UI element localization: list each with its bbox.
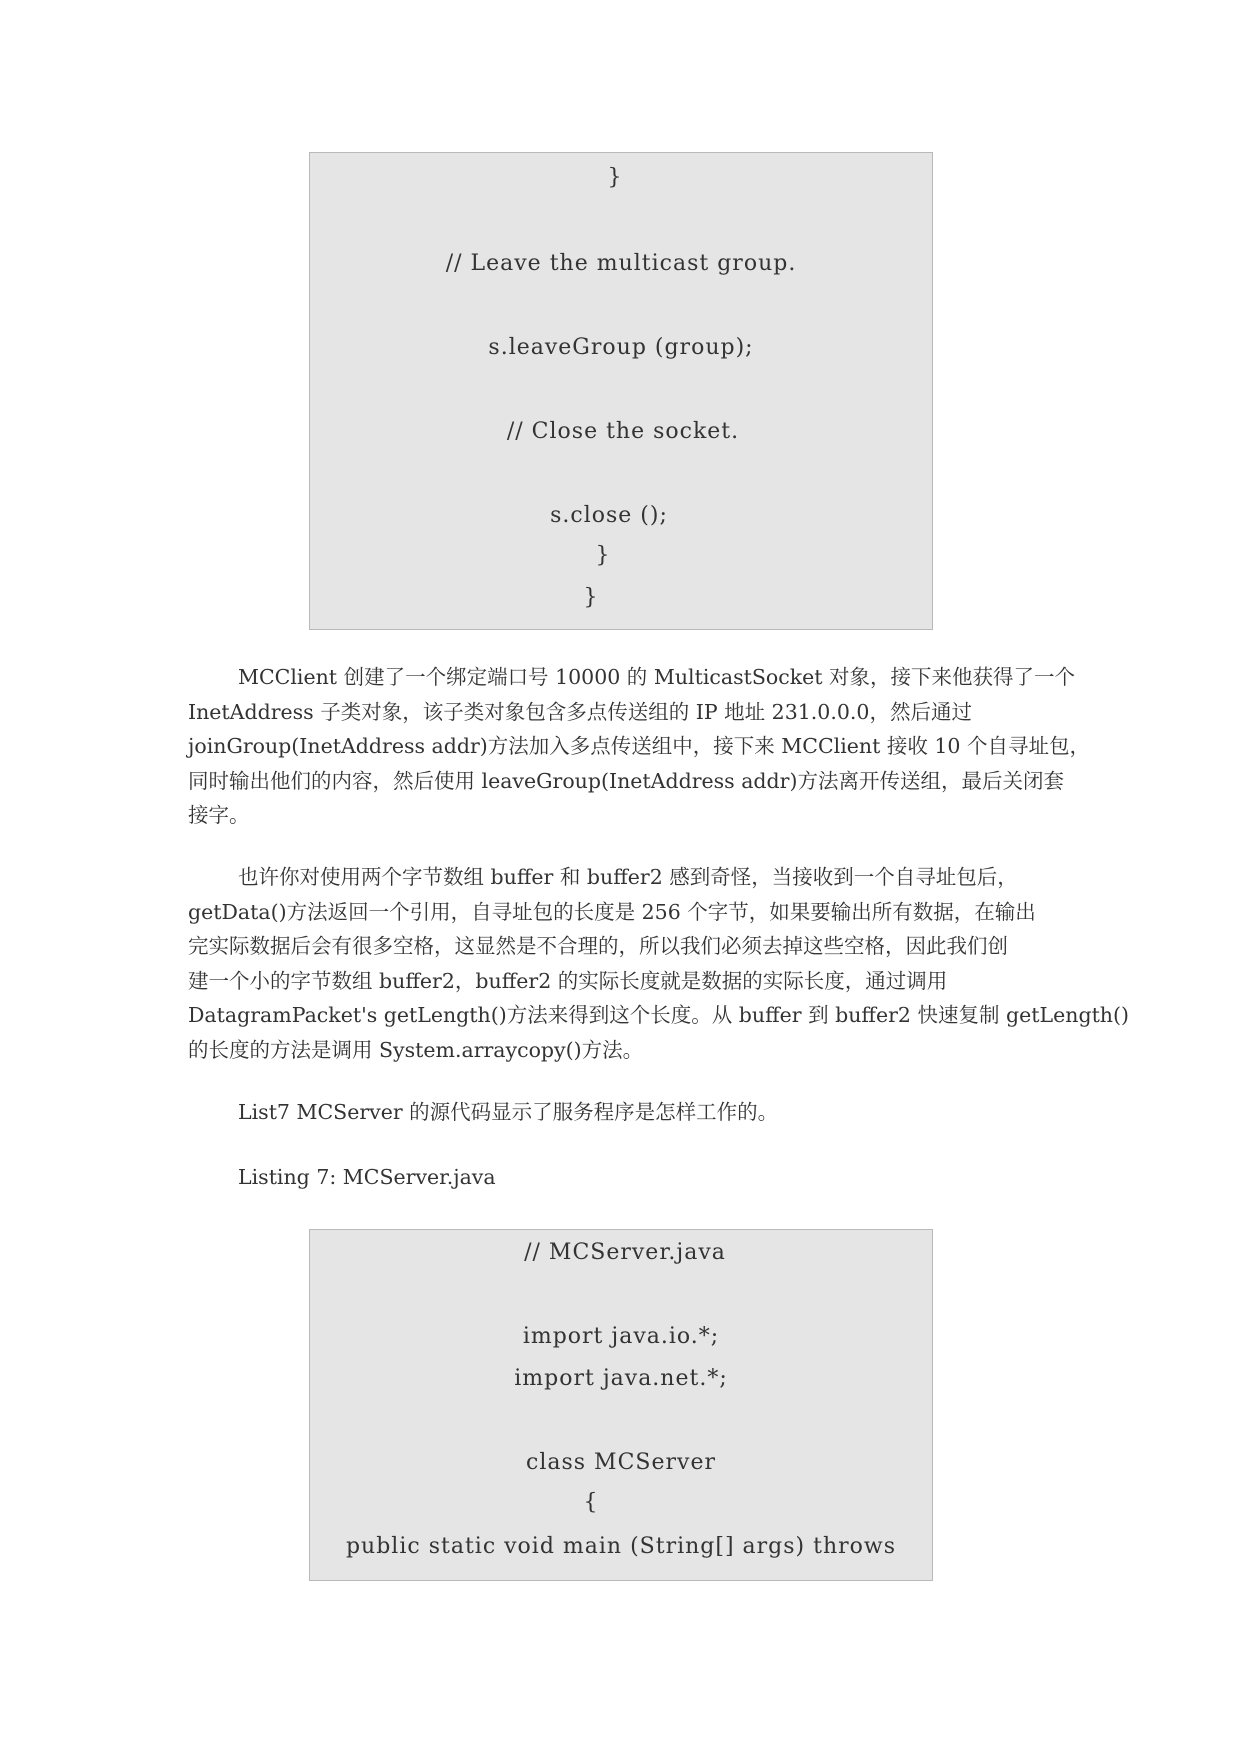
code-line: import java.io.*; <box>522 1324 720 1349</box>
paragraph-mcclient <box>188 660 1090 833</box>
text-line: getData()方法返回一个引用，自寻址包的长度是 256 个字节，如果要输出所有数据，在输出 <box>188 899 1036 924</box>
code-line: public static void main (String[] args) throws <box>345 1534 897 1559</box>
text-line: 完实际数据后会有很多空格，这显然是不合理的，所以我们必须去掉这些空格，因此我们创 <box>188 934 1008 958</box>
code-line: } <box>595 543 611 568</box>
code-line: class MCServer <box>526 1450 716 1475</box>
code-line: // Close the socket. <box>506 419 740 444</box>
code-line: } <box>607 165 623 190</box>
code-block-1 <box>309 152 933 630</box>
text-line: MCClient 创建了一个绑定端口号 10000 的 MulticastSocket 对象，接下来他获得了一个 <box>238 665 1076 689</box>
text-line: InetAddress 子类对象，该子类对象包含多点传送组的 IP 地址 231.0.0.0，然后通过 <box>188 699 972 724</box>
caption-text: Listing 7: MCServer.java <box>238 1165 496 1189</box>
code-line: s.leaveGroup (group); <box>488 335 754 360</box>
text-line: 的长度的方法是调用 System.arraycopy()方法。 <box>188 1037 644 1062</box>
paragraph-list7 <box>188 1095 1068 1130</box>
listing-caption <box>188 1160 1068 1195</box>
text-line: List7 MCServer 的源代码显示了服务程序是怎样工作的。 <box>238 1100 779 1124</box>
code-line: } <box>583 585 599 610</box>
code-block-2 <box>309 1229 933 1581</box>
text-line: DatagramPacket's getLength()方法来得到这个长度。从 buffer 到 buffer2 快速复制 getLength() <box>188 1003 1130 1027</box>
text-line: 也许你对使用两个字节数组 buffer 和 buffer2 感到奇怪，当接收到一个自寻址包后， <box>238 865 1018 889</box>
paragraph-buffers <box>188 860 1130 1067</box>
code-line: { <box>583 1490 599 1515</box>
code-line: import java.net.*; <box>514 1366 728 1391</box>
text-line: 同时输出他们的内容，然后使用 leaveGroup(InetAddress addr)方法离开传送组，最后关闭套 <box>188 768 1064 793</box>
code-line: // Leave the multicast group. <box>445 251 797 276</box>
text-line: joinGroup(InetAddress addr)方法加入多点传送组中，接下来 MCClient 接收 10 个自寻址包， <box>188 734 1090 758</box>
text-line: 建一个小的字节数组 buffer2，buffer2 的实际长度就是数据的实际长度，通过调用 <box>188 968 948 993</box>
text-line: 接字。 <box>188 803 250 827</box>
code-line: s.close (); <box>550 503 668 528</box>
code-line: // MCServer.java <box>524 1240 726 1265</box>
